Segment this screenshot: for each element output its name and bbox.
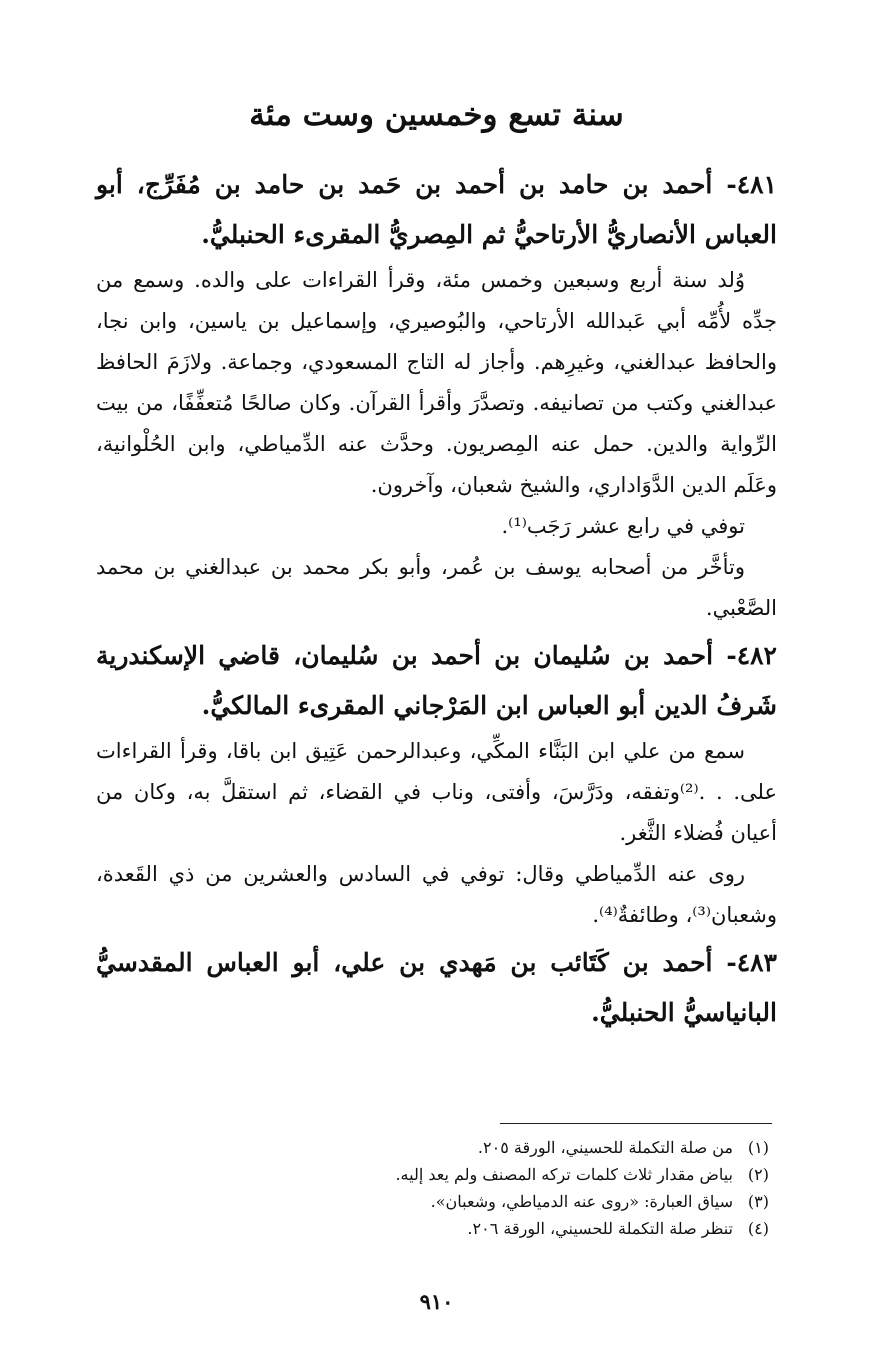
footnote-number: (٢) (747, 1165, 769, 1184)
entry-heading: ٤٨٢- أحمد بن سُليمان بن أحمد بن سُليمان، قاضي الإسكندرية شَرفُ الدين أبو العباس ابن المَرْجاني المقرىء المالكيُّ. (96, 641, 777, 720)
footnote-number: (١) (747, 1138, 769, 1157)
footnote (169, 1134, 769, 1161)
entry-heading: ٤٨٣- أحمد بن كَتَائب بن مَهدي بن علي، أبو العباس المقدسيُّ البانياسيُّ الحنبليُّ. (96, 948, 777, 1027)
entry-483 (96, 938, 777, 1038)
footnote (169, 1215, 769, 1242)
footnote-text: تنظر صلة التكملة للحسيني، الورقة ٢٠٦. (467, 1219, 733, 1238)
footnote-number: (٣) (747, 1192, 769, 1211)
entry-482 (96, 631, 777, 936)
entry-heading: ٤٨١- أحمد بن حامد بن أحمد بن حَمد بن حامد بن مُفَرِّج، أبو العباس الأنصاريُّ الأرتاحيُّ ثم المِصريُّ المقرىء الحنبليُّ. (96, 170, 777, 249)
page-number: ٩١٠ (419, 1289, 454, 1314)
footnote-divider (500, 1123, 772, 1124)
entry-481 (96, 160, 777, 629)
entry-paragraph: وُلد سنة أربع وسبعين وخمس مئة، وقرأ القراءات على والده. وسمع من جدِّه لأُمِّه أبي عَبدالله الأرتاحي، والبُوصيري، وإسماعيل بن ياسين، وابن نجا، والحافظ عبدالغني، وغيرِهم. وأجاز له التاج المسعودي، وجماعة. ولازَمَ الحافظ عبدالغني وكتب من تصانيفه. وتصدَّرَ وأقرأ القرآن. وكان صالحًا مُتعفِّفًا، من بيت الرِّواية والدين. حمل عنه المِصريون. وحدَّث عنه الدِّمياطي، وابن الحُلْوانية، وعَلَم الدين الدَّوَاداري، والشيخ شعبان، وآخرون. (96, 268, 777, 497)
entry-paragraph: روى عنه الدِّمياطي وقال: توفي في السادس والعشرين من ذي القَعدة، وشعبان⁽³⁾، وطائفةٌ⁽⁴⁾. (96, 862, 777, 927)
entry-paragraph: سمع من علي ابن البَنَّاء المكِّي، وعبدالرحمن عَتِيق ابن باقا، وقرأ القراءات على. . .⁽²⁾وتفقه، ودَرَّسَ، وأفتى، وناب في القضاء، ثم استقلَّ به، وكان من أعيان فُضلاء الثَّغر. (96, 739, 777, 845)
entry-paragraph: توفي في رابع عشر رَجَب⁽¹⁾. (501, 514, 745, 538)
page-title: سنة تسع وخمسين وست مئة (249, 97, 624, 133)
footnote (169, 1188, 769, 1215)
footnote (169, 1161, 769, 1188)
footnote-number: (٤) (747, 1219, 769, 1238)
footnote-text: من صلة التكملة للحسيني، الورقة ٢٠٥. (477, 1138, 733, 1157)
footnote-text: سياق العبارة: «روى عنه الدمياطي، وشعبان». (430, 1192, 733, 1211)
entry-paragraph: وتأخَّر من أصحابه يوسف بن عُمر، وأبو بكر محمد بن عبدالغني بن محمد الصَّعْبي. (96, 555, 777, 620)
footnote-text: بياض مقدار ثلاث كلمات تركه المصنف ولم يعد إليه. (395, 1165, 733, 1184)
footnotes (169, 1134, 769, 1242)
